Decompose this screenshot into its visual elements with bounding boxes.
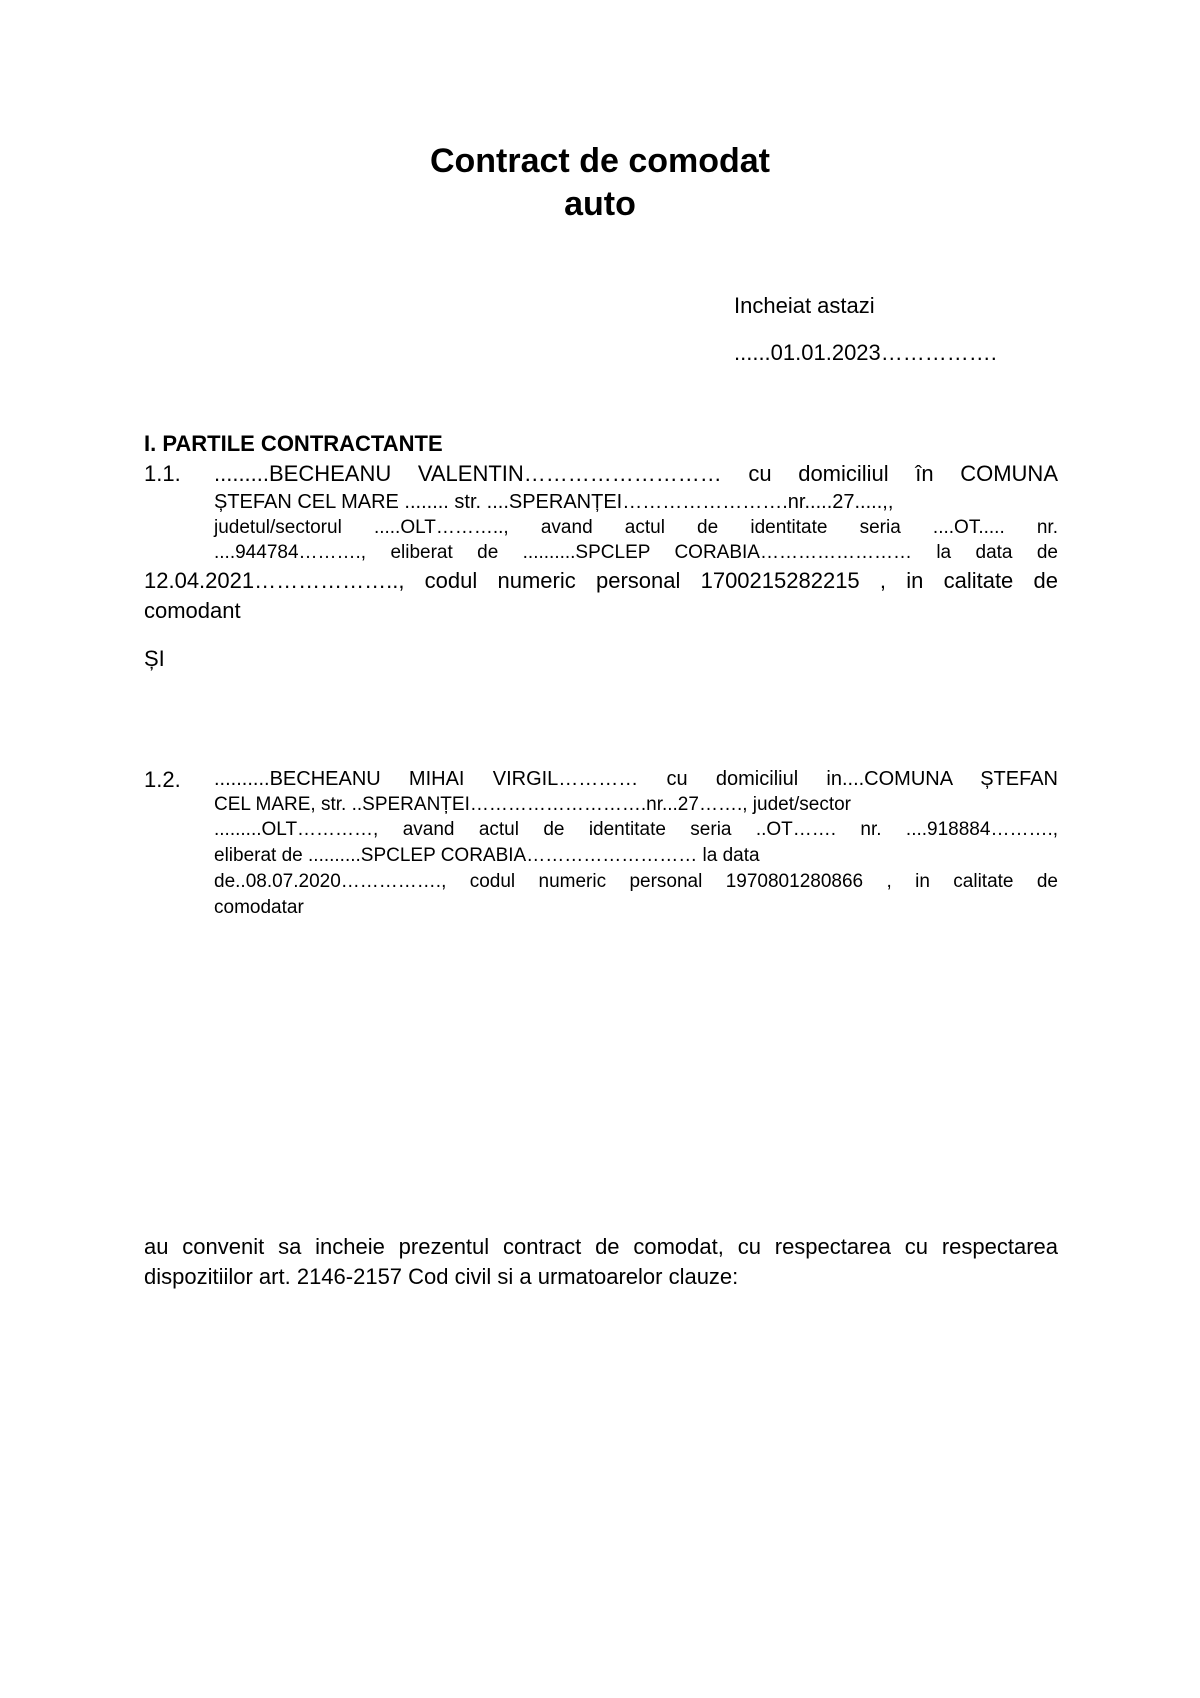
concluded-label: Incheiat astazi: [734, 293, 875, 318]
title-line-2: auto: [564, 185, 636, 223]
conjunction-si: ȘI: [144, 646, 165, 671]
agreement-line-2: dispozitiilor art. 2146-2157 Cod civil si a urmatoarelor clauze:: [144, 1264, 739, 1289]
party2-line-1: ..........BECHEANU MIHAI VIRGIL………… cu domiciliul in....COMUNA ȘTEFAN: [214, 768, 1058, 790]
section-heading-parties: I. PARTILE CONTRACTANTE: [144, 431, 443, 456]
party2-line-4: eliberat de ..........SPCLEP CORABIA……………………… la data: [214, 845, 760, 866]
party1-line-1: .........BECHEANU VALENTIN……………………… cu domiciliul în COMUNA: [214, 461, 1058, 486]
party1-number: 1.1.: [144, 461, 181, 486]
party1-line-5: 12.04.2021……………….., codul numeric personal 1700215282215 , in calitate de: [144, 568, 1058, 593]
party2-line-2: CEL MARE, str. ..SPERANȚEI……………………….nr...27……., judet/sector: [214, 794, 852, 815]
title-line-1: Contract de comodat: [429, 142, 771, 180]
party1-line-4: ....944784………., eliberat de ..........SPCLEP CORABIA…………………… la data de: [214, 542, 1058, 563]
party1-line-3: judetul/sectorul .....OLT……….., avand actul de identitate seria ....OT..... nr.: [214, 517, 1058, 538]
agreement-line-1: au convenit sa incheie prezentul contract de comodat, cu respectarea cu respectarea: [144, 1234, 1058, 1259]
party1-line-6: comodant: [144, 598, 241, 623]
document-title: [0, 140, 1200, 226]
party1-line-2: ȘTEFAN CEL MARE ........ str. ....SPERANȚEI…………………….nr.....27.....,,: [214, 491, 894, 513]
party2-line-3: .........OLT…………, avand actul de identitate seria ..OT……. nr. ....918884……….,: [214, 819, 1058, 840]
party2-line-6: comodatar: [214, 897, 304, 918]
party2-line-5: de..08.07.2020……………., codul numeric personal 1970801280866 , in calitate de: [214, 871, 1058, 892]
concluded-date: ......01.01.2023…………….: [734, 340, 997, 365]
party2-number: 1.2.: [144, 767, 181, 792]
